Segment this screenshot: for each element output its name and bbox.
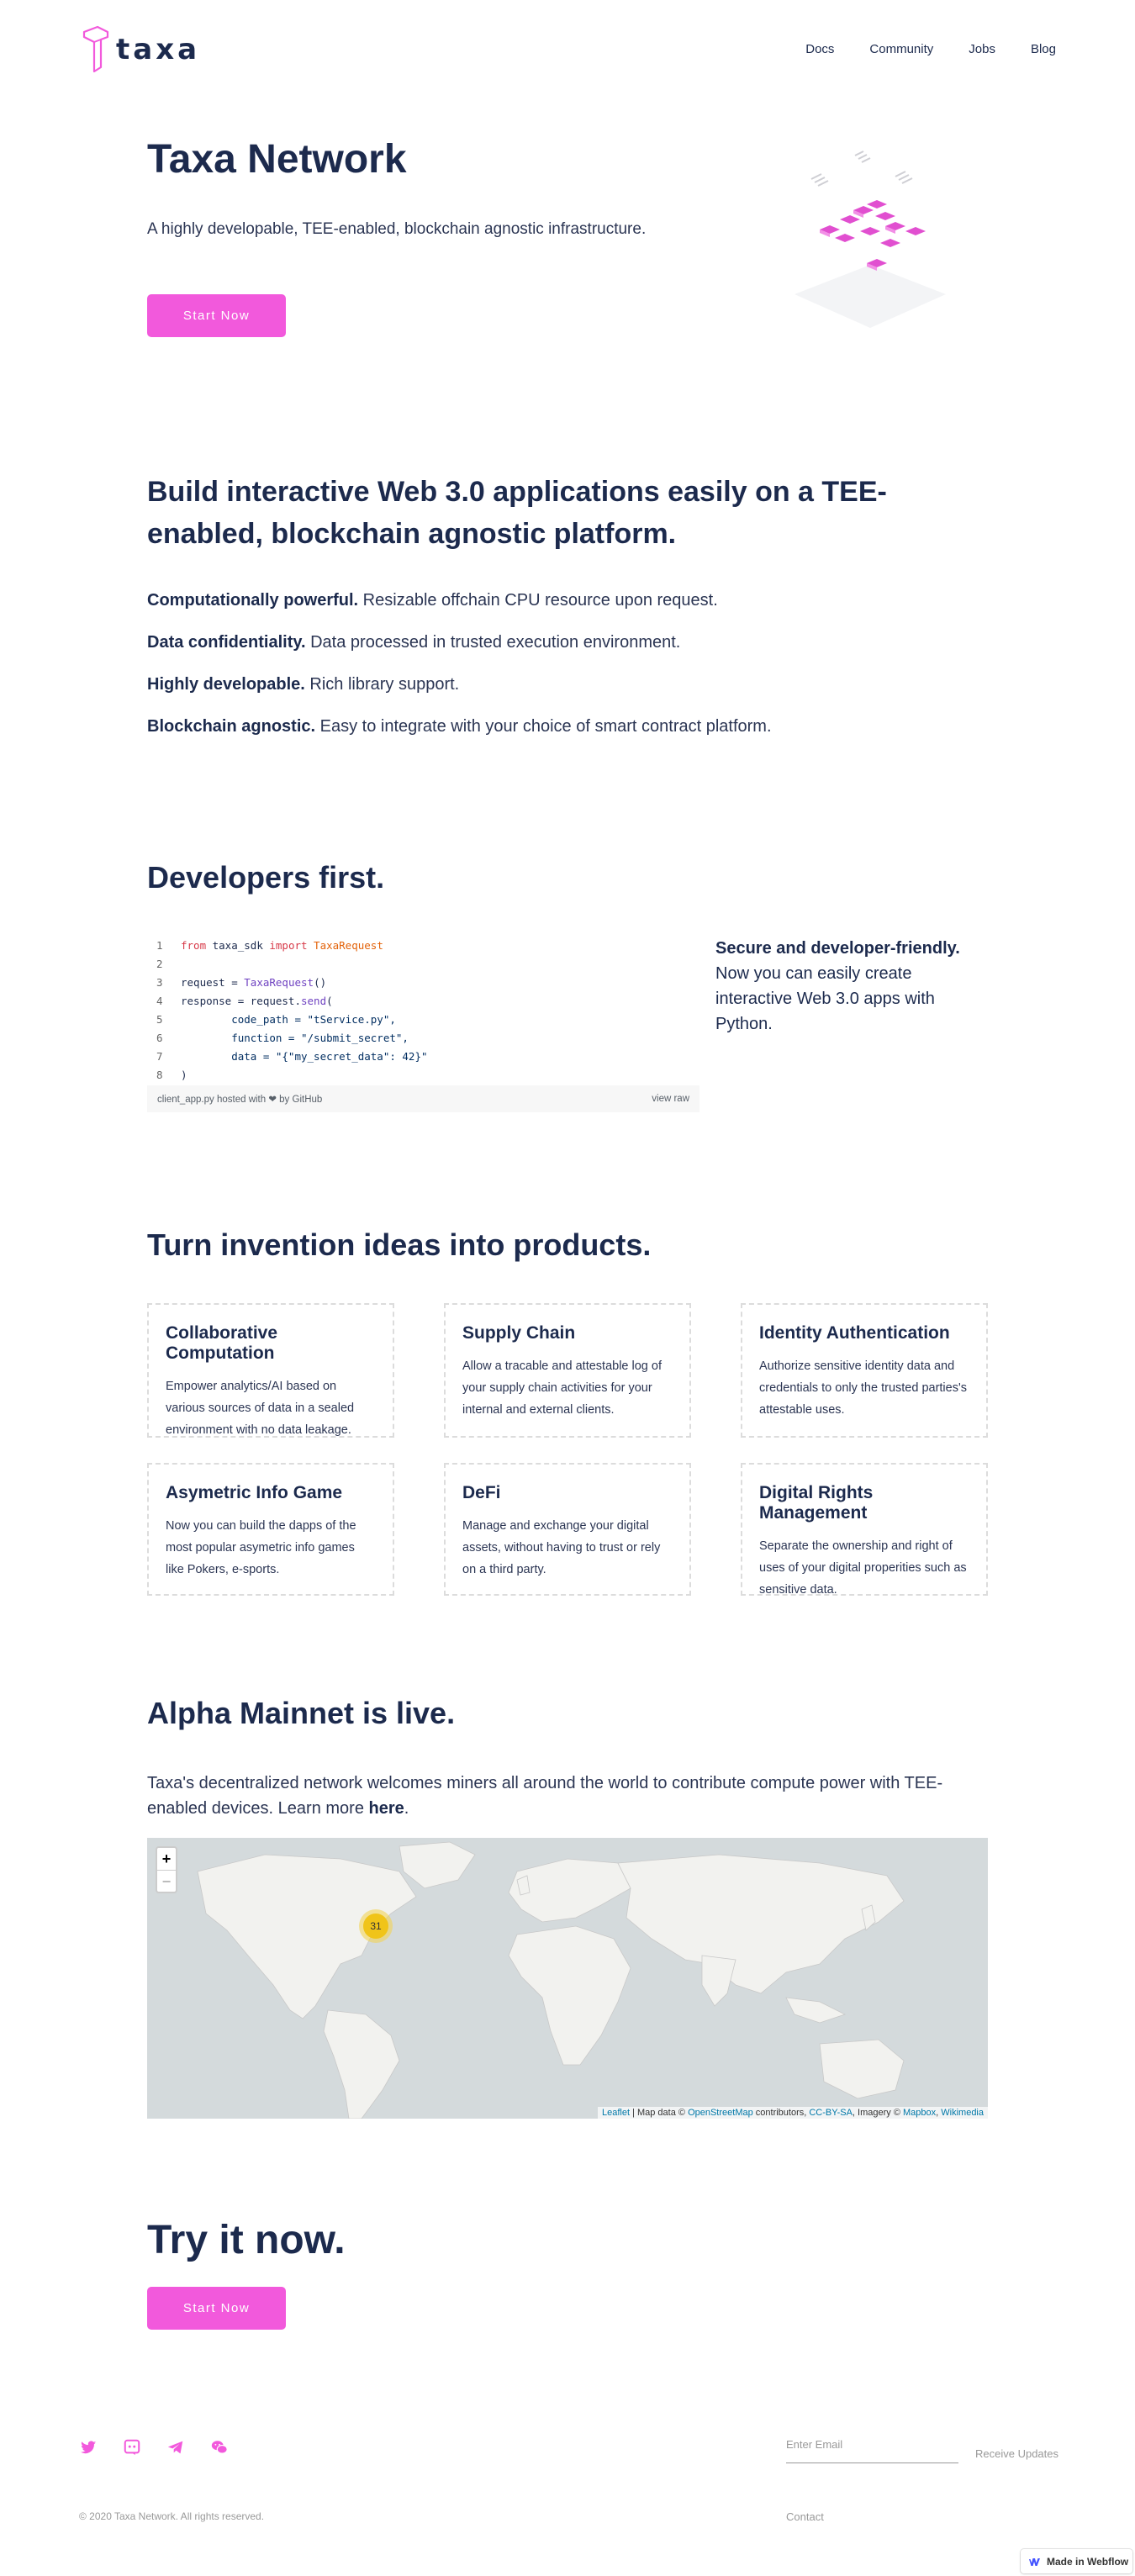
logo[interactable] [79, 25, 200, 74]
line-number: 2 [156, 957, 163, 970]
wechat-icon[interactable] [210, 2438, 229, 2457]
code-line [156, 936, 699, 954]
feature-item [147, 675, 772, 717]
product-card-text: Allow a tracable and attestable log of your supply chain activities for your internal and external clients. [462, 1359, 662, 1417]
made-in-webflow-badge[interactable] [1021, 2549, 1132, 2573]
code-text: data = "{"my_secret_data": 42}" [181, 1049, 428, 1063]
feature-text: Rich library support. [304, 675, 460, 694]
line-number: 4 [156, 994, 163, 1007]
product-card-title: Identity Authentication [759, 1323, 950, 1343]
code-text: () [314, 975, 327, 989]
osm-link[interactable]: OpenStreetMap [688, 2108, 753, 2118]
contact-link[interactable]: Contact [786, 2510, 824, 2523]
product-card-title: Digital Rights Management [759, 1483, 874, 1523]
hero-title: Taxa Network [147, 137, 407, 182]
code-class: TaxaRequest [307, 938, 383, 952]
attribution-text: contributors, [752, 2108, 810, 2118]
main-nav [805, 42, 1056, 56]
map-zoom-controls [156, 1846, 177, 1893]
social-links [79, 2438, 229, 2457]
telegram-icon[interactable] [166, 2438, 185, 2457]
code-function: send [301, 994, 327, 1007]
line-number: 3 [156, 975, 163, 989]
code-line [156, 1065, 699, 1084]
receive-updates-button[interactable]: Receive Updates [975, 2447, 1058, 2460]
product-card-title: Supply Chain [462, 1323, 576, 1343]
mapbox-link[interactable]: Mapbox [903, 2108, 937, 2118]
product-card-text: Separate the ownership and right of uses of your digital properities such as sensitive data. [759, 1539, 967, 1597]
feature-text: Resizable offchain CPU resource upon request. [358, 591, 718, 610]
learn-more-link[interactable]: here [368, 1799, 404, 1818]
isometric-network-illustration [786, 139, 954, 340]
code-text: function = "/submit_secret", [181, 1031, 409, 1044]
nav-community[interactable]: Community [869, 42, 934, 56]
developers-description [715, 936, 968, 1037]
zoom-in-button[interactable]: + [161, 1850, 172, 1867]
copyright-text: © 2020 Taxa Network. All rights reserved. [79, 2510, 265, 2522]
line-number: 5 [156, 1012, 163, 1026]
code-line [156, 973, 699, 991]
taxa-logo-icon [79, 25, 111, 74]
mainnet-description [147, 1771, 988, 1821]
webflow-badge-text: Made in Webflow [1047, 2555, 1129, 2568]
email-input[interactable]: Enter Email [786, 2438, 958, 2463]
code-keyword: import [269, 938, 308, 952]
build-section-title: Build interactive Web 3.0 applications easily on a TEE-enabled, blockchain agnostic platform. [147, 476, 887, 550]
webflow-icon [1029, 2558, 1042, 2566]
zoom-out-button[interactable]: − [157, 1870, 176, 1892]
nav-blog[interactable]: Blog [1030, 42, 1056, 56]
map-attribution [598, 2107, 988, 2119]
view-raw-link[interactable]: view raw [652, 1094, 689, 1104]
product-card [741, 1303, 988, 1438]
code-text: taxa_sdk [206, 938, 270, 952]
hero-subtitle: A highly developable, TEE-enabled, blockchain agnostic infrastructure. [147, 220, 647, 238]
world-map-land [147, 1838, 988, 2119]
hero-start-now-button[interactable]: Start Now [147, 294, 286, 337]
line-number: 7 [156, 1049, 163, 1063]
line-number: 1 [156, 938, 163, 952]
feature-list [147, 591, 772, 759]
attribution-text: , [936, 2108, 942, 2118]
code-text: response = request. [181, 994, 301, 1007]
mainnet-text-end: . [404, 1799, 409, 1818]
logo-text: taxa [116, 33, 201, 66]
developers-section-title: Developers first. [147, 860, 385, 895]
product-card-text: Now you can build the dapps of the most popular asymetric info games like Pokers, e-sports. [166, 1519, 356, 1576]
feature-item [147, 591, 772, 633]
feature-title: Blockchain agnostic. [147, 717, 316, 736]
product-card [444, 1303, 691, 1438]
feature-title: Computationally powerful. [147, 591, 359, 610]
code-footer [147, 1085, 699, 1112]
map-cluster-marker[interactable] [359, 1909, 393, 1943]
code-line [156, 991, 699, 1010]
twitter-icon[interactable] [79, 2438, 98, 2457]
feature-text: Easy to integrate with your choice of smart contract platform. [315, 717, 772, 736]
code-line [156, 1010, 699, 1028]
nav-jobs[interactable]: Jobs [969, 42, 995, 56]
code-text: code_path = "tService.py", [181, 1012, 396, 1026]
try-start-now-button[interactable]: Start Now [147, 2287, 286, 2330]
discord-icon[interactable] [123, 2438, 141, 2457]
world-map[interactable] [147, 1838, 988, 2119]
code-line [156, 1028, 699, 1047]
code-text: ( [326, 994, 333, 1007]
developers-description-text: Now you can easily create interactive Web 3.0 apps with Python. [715, 964, 935, 1033]
product-card-title: Asymetric Info Game [166, 1483, 343, 1502]
product-card [147, 1463, 394, 1596]
feature-title: Highly developable. [147, 675, 305, 694]
code-class: TaxaRequest [244, 975, 314, 989]
product-cards [147, 1303, 988, 1596]
product-card [741, 1463, 988, 1596]
product-card [147, 1303, 394, 1438]
mainnet-section-title: Alpha Mainnet is live. [147, 1696, 456, 1730]
cc-link[interactable]: CC-BY-SA [809, 2108, 853, 2118]
line-number: 6 [156, 1031, 163, 1044]
leaflet-link[interactable]: Leaflet [601, 2108, 630, 2118]
code-text: ) [181, 1068, 187, 1081]
mainnet-text: Taxa's decentralized network welcomes miners all around the world to contribute compute power with TEE-enabled devices. Learn more [147, 1774, 943, 1818]
developers-description-title: Secure and developer-friendly. [715, 939, 960, 958]
line-number: 8 [156, 1068, 163, 1081]
wikimedia-link[interactable]: Wikimedia [941, 2108, 984, 2118]
product-card-text: Authorize sensitive identity data and credentials to only the trusted parties's attestable uses. [759, 1359, 967, 1417]
cluster-count: 31 [363, 1914, 388, 1939]
nav-docs[interactable]: Docs [805, 42, 835, 56]
product-card-title: DeFi [462, 1483, 501, 1502]
feature-title: Data confidentiality. [147, 633, 306, 652]
feature-item [147, 717, 772, 759]
try-section-title: Try it now. [147, 2218, 346, 2262]
code-text: request = [181, 975, 245, 989]
product-card-text: Empower analytics/AI based on various sources of data in a sealed environment with no data leakage. [166, 1380, 355, 1437]
feature-item [147, 633, 772, 675]
feature-text: Data processed in trusted execution environment. [305, 633, 681, 652]
product-card-title: Collaborative Computation [166, 1323, 278, 1363]
product-card [444, 1463, 691, 1596]
products-section-title: Turn invention ideas into products. [147, 1227, 652, 1262]
code-line [156, 1047, 699, 1065]
code-line [156, 954, 699, 973]
code-keyword: from [181, 938, 207, 952]
gist-credit-link[interactable]: client_app.py hosted with ❤ by GitHub [157, 1095, 323, 1105]
product-card-text: Manage and exchange your digital assets, without having to trust or rely on a third party. [462, 1519, 661, 1576]
attribution-text: | Map data © [630, 2108, 689, 2118]
code-snippet [147, 927, 699, 1112]
attribution-text: , Imagery © [852, 2108, 903, 2118]
